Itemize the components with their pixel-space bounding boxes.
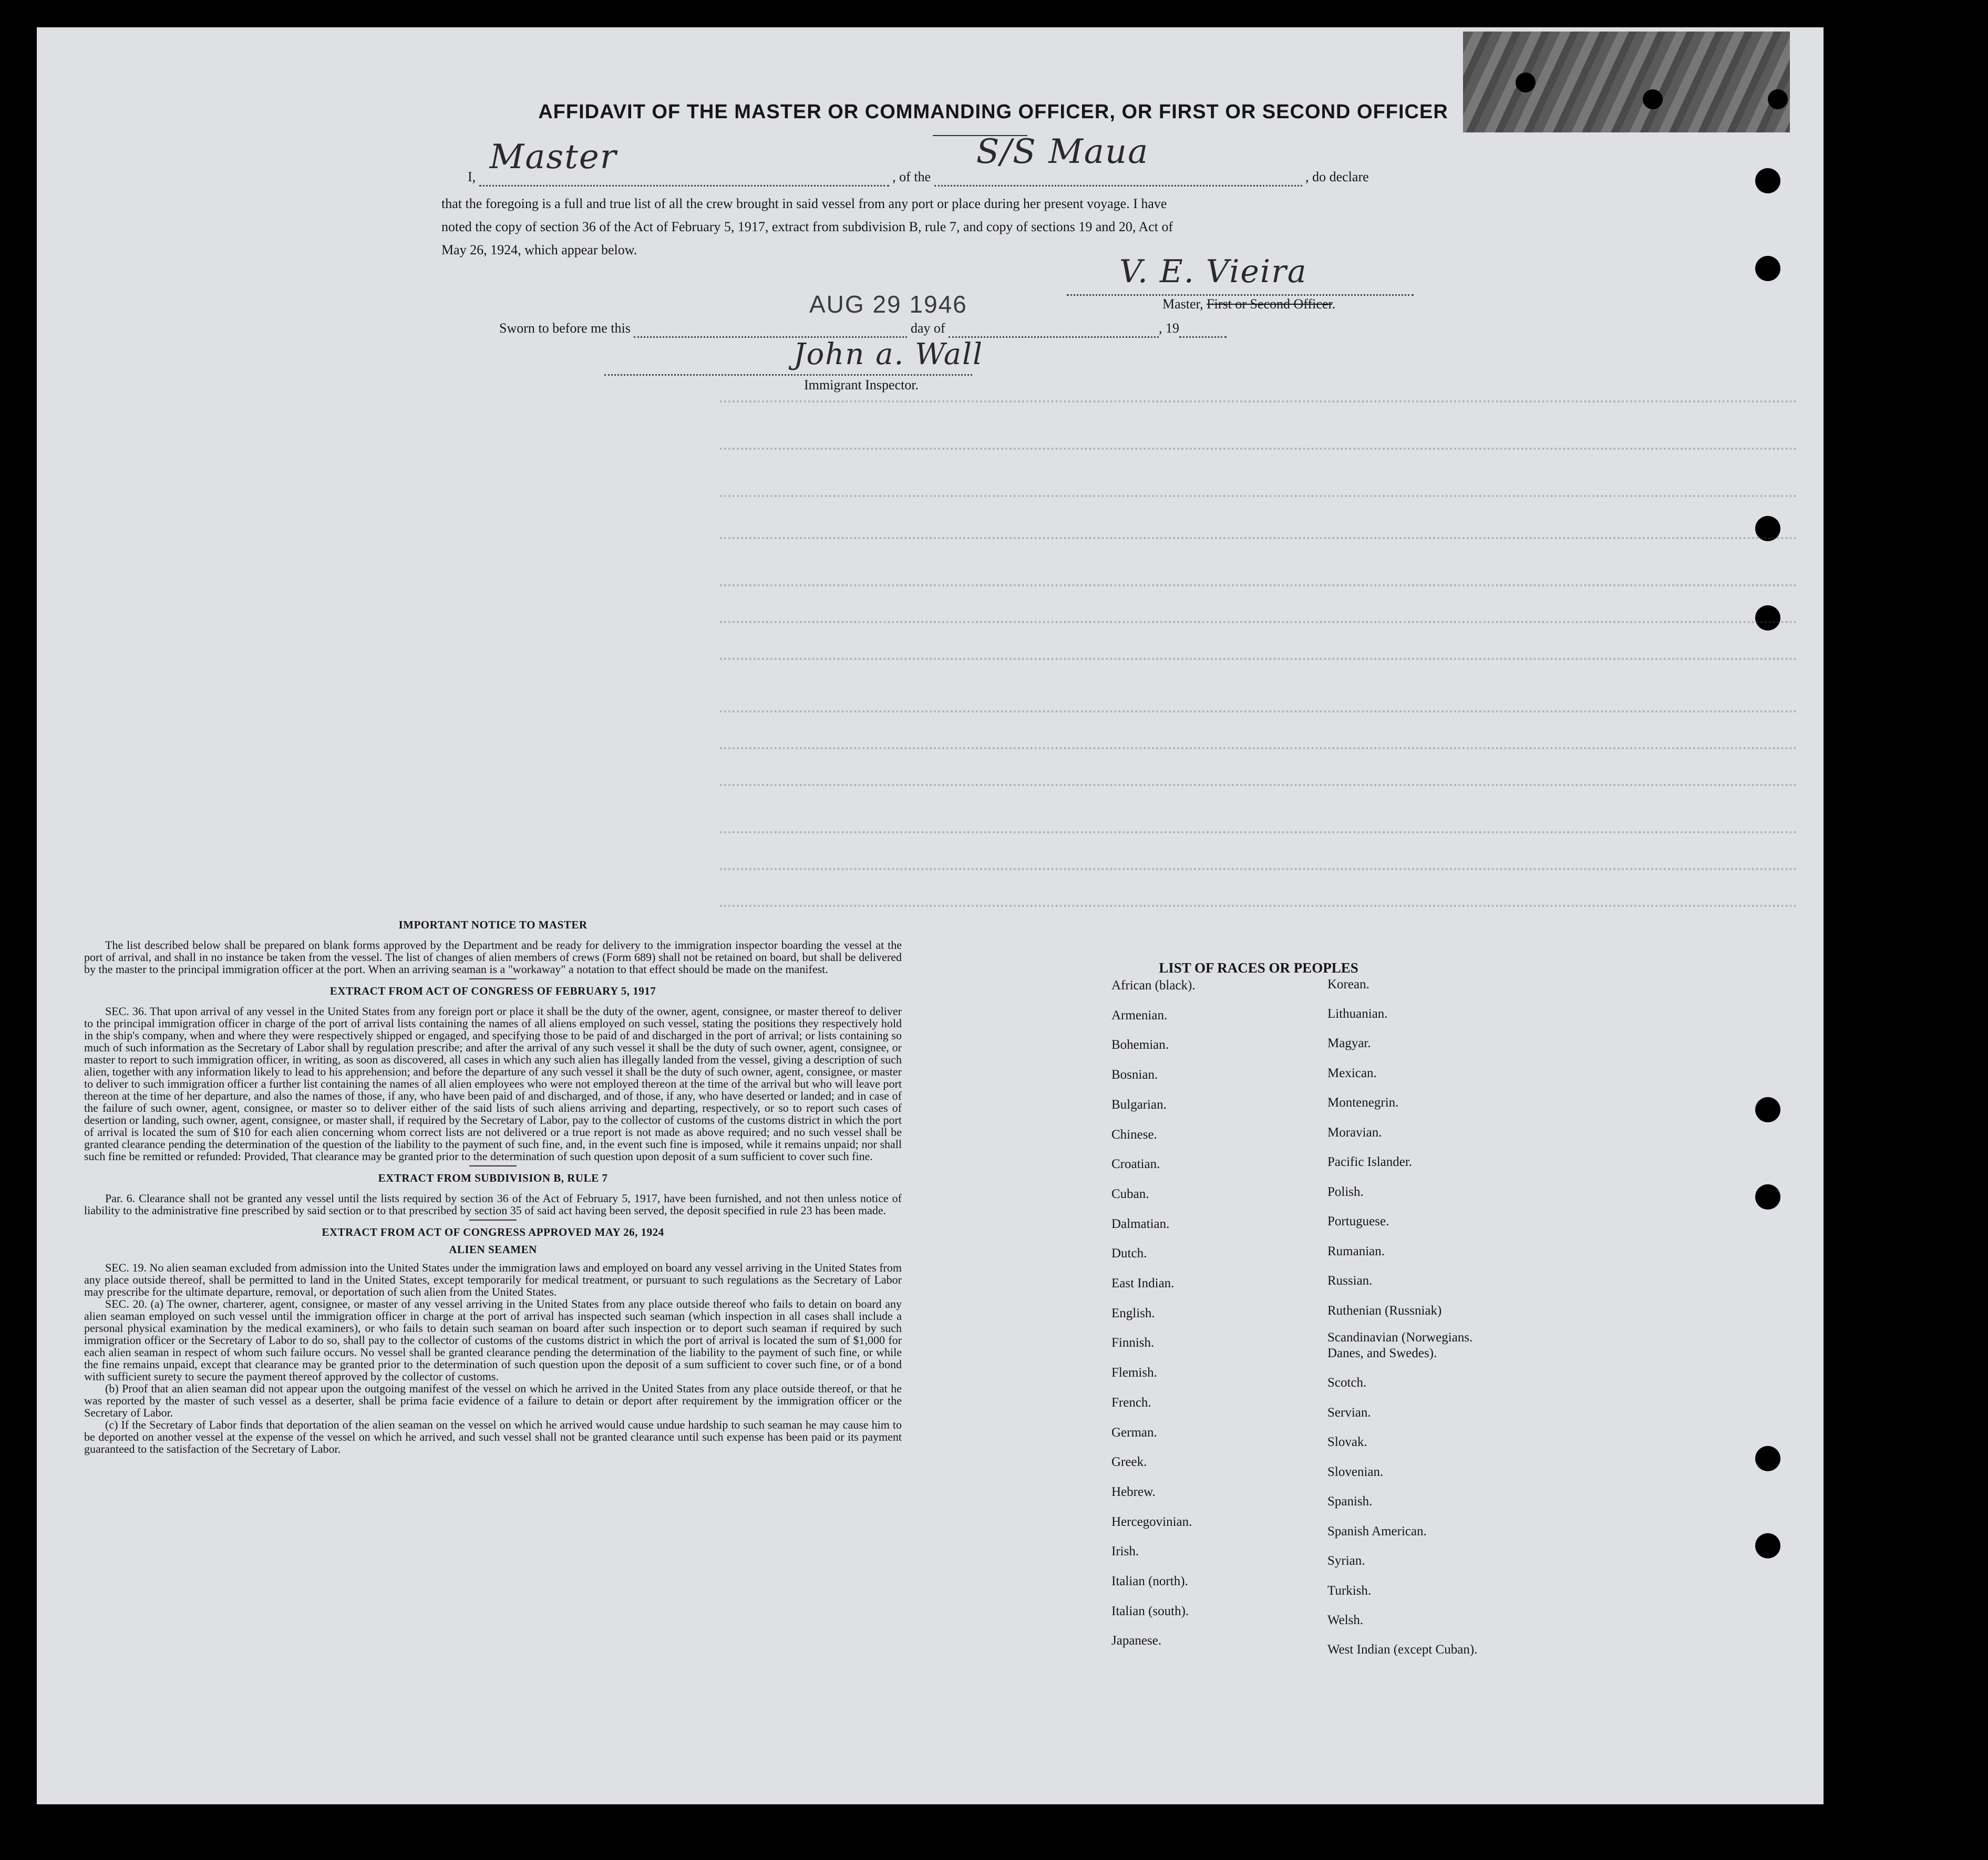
race-item: Servian. (1327, 1406, 1371, 1420)
race-item: Dalmatian. (1111, 1216, 1170, 1231)
race-item: Portuguese. (1327, 1214, 1389, 1228)
race-item: Russian. (1327, 1274, 1373, 1288)
race-item: Scotch. (1327, 1376, 1367, 1390)
race-item: Slovenian. (1327, 1465, 1384, 1479)
alien-seamen-subtitle: ALIEN SEAMEN (449, 1243, 537, 1256)
race-item: Spanish. (1327, 1494, 1373, 1508)
race-item: African (black). (1111, 978, 1196, 993)
date-stamp: AUG 29 1946 (809, 291, 967, 318)
race-item: Polish. (1327, 1185, 1364, 1199)
race-item: Scandinavian (Norwegians. (1327, 1330, 1473, 1345)
legal-text-column (84, 918, 902, 1455)
extract-1917-title: EXTRACT FROM ACT OF CONGRESS OF FEBRUARY 5, 1917 (329, 985, 656, 997)
race-item: Hebrew. (1111, 1484, 1156, 1499)
extract-1924-text: SEC. 19. No alien seaman excluded from admission into the United States under the immigration laws and employed on board any vessel arriving in the United States from any place outside thereof, shall be permitted to land in the United States, except temporarily for medical treatment, or pursuant to such regulations as the Secretary of Labor may prescribe for the ultimate departure, removal, or deportation of such alien from the United States. SEC. 20. (a) The owner, charterer, agent, consignee, or master of any vessel arriving in the United States from any place outside thereof who fails to detain on board any alien seaman employed on such vessel until the immigration officer in charge at the port of arrival has inspected such seaman (which inspection in all cases shall include a personal physical examination by the medical examiners), or who fails to detain such seaman on board after such inspection or to deport such seaman if required by such immigration officer or the Secretary of Labor to do so, shall pay to the collector of customs of the customs district in which the port of arrival is located the sum of $1,000 for each alien seaman in respect of whom such failure occurs. No vessel shall be granted clearance pending the determination of the liability to the payment of such fine, or while the fine remains unpaid, except that clearance may be granted prior to the determination of such question upon the deposit of a sum sufficient to cover such fine, or of a bond with sufficient surety to secure the payment thereof approved by the collector of customs. (b) Proof that an alien seaman did not appear upon the outgoing manifest of the vessel on which he arrived in the United States from any place outside thereof, or that he was reported by the master of such vessel as a deserter, shall be prima facie evidence of a failure to detain or deport after requirement by the immigration officer or the Secretary of Labor. (c) If the Secretary of Labor finds that deportation of the alien seaman on the vessel on which he arrived would cause undue hardship to such seaman he may cause him to be deported on another vessel at the expense of the vessel on which he arrived, and such vessel shall not be granted clearance until such expense has been paid or its payment guaranteed to the satisfaction of the Secretary of Labor. (84, 1261, 902, 1455)
race-item: Syrian. (1327, 1554, 1365, 1568)
race-item: Rumanian. (1327, 1244, 1385, 1258)
inspector-signature: John a. Wall (794, 337, 983, 371)
race-item: Armenian. (1111, 1008, 1168, 1022)
extract-1924-title: EXTRACT FROM ACT OF CONGRESS APPROVED MAY 26, 1924 (322, 1226, 664, 1238)
punch-hole (1755, 168, 1780, 193)
notice-text: The list described below shall be prepared on blank forms approved by the Department and be ready for delivery to the immigration inspector boarding the vessel at the port of arrival, and shall in no instance be taken from the vessel. The list of changes of alien members of crews (Form 689) shall not be retained on board, but shall be delivered by the master to the principal immigration officer at the port. When an arriving seaman is a "workaway" a notation to that effect should be made on the manifest. (84, 938, 902, 976)
race-item: Danes, and Swedes). (1327, 1346, 1437, 1360)
race-item: Turkish. (1327, 1584, 1372, 1598)
signature-caption: Master, First or Second Officer. (1162, 296, 1336, 312)
race-item: Finnish. (1111, 1336, 1155, 1350)
race-item: Flemish. (1111, 1366, 1157, 1380)
race-item: Moravian. (1327, 1125, 1382, 1140)
race-item: Montenegrin. (1327, 1096, 1399, 1110)
race-item: Italian (south). (1111, 1604, 1189, 1618)
punch-hole (1755, 1097, 1780, 1122)
race-item: Japanese. (1111, 1634, 1162, 1648)
races-title: LIST OF RACES OR PEOPLES (1159, 960, 1358, 976)
race-item: Slovak. (1327, 1435, 1367, 1449)
race-item: Hercegovinian. (1111, 1514, 1192, 1529)
master-handwriting: Master (489, 138, 617, 177)
race-item: Italian (north). (1111, 1574, 1188, 1588)
race-item: Spanish American. (1327, 1524, 1427, 1538)
race-item: Bosnian. (1111, 1068, 1158, 1082)
tape-strip (1463, 32, 1790, 132)
race-item: Bohemian. (1111, 1038, 1169, 1052)
declaration-line: I, Master , of the S/S Maua , do declare (468, 169, 1369, 187)
extract-rule7-title: EXTRACT FROM SUBDIVISION B, RULE 7 (378, 1172, 608, 1184)
punch-hole (1755, 1533, 1780, 1558)
race-item: Mexican. (1327, 1066, 1377, 1080)
race-item: Greek. (1111, 1455, 1147, 1470)
race-item: German. (1111, 1425, 1157, 1440)
inspector-caption: Immigrant Inspector. (804, 377, 919, 392)
declaration-body: that the foregoing is a full and true list of all the crew brought in said vessel from any port or place during her present voyage. I have noted the copy of section 36 of the Act of February 5, 1917, extract from subdivision B, rule 7, and copy of sections 19 and 20, Act of May 26, 1924, which appear below. (441, 196, 1173, 257)
affidavit-title: AFFIDAVIT OF THE MASTER OR COMMANDING OFFICER, OR FIRST OR SECOND OFFICER (538, 101, 1448, 123)
extract-1917-text: SEC. 36. That upon arrival of any vessel in the United States from any foreign port or place it shall be the duty of the owner, agent, consignee, or master thereof to deliver to the principal immigration officer in charge of the port of arrival lists containing the names of all aliens employed on such vessel, stating the positions they respectively hold in the ship's company, when and where they were respectively shipped or engaged, and specifying those to be paid of and discharged in the port of arrival; or lists containing so much of such information as the Secretary of Labor shall by regulation prescribe; and after the arrival of any such vessel it shall be the duty of such owner, agent, consignee, or master to report to such immigration officer, in writing, as soon as discovered, all cases in which any such alien has illegally landed from the vessel, giving a description of such alien, together with any information likely to lead to his apprehension; and before the departure of any such vessel it shall be the duty of such owner, agent, consignee, or master to deliver to such immigration officer a further list containing the names of all alien employees who were not employed thereon at the time of the arrival but who will leave port thereon at the time of her departure, and also the names of those, if any, who have been paid of and discharged, and of those, if any, who have deserted or landed; and in case of the failure of such owner, agent, consignee, or master so to deliver either of the said lists of such aliens arriving and departing, respectively, or so to report such cases of desertion or landing, such owner, agent, consignee, or master shall, if required by the Secretary of Labor, pay to the collector of customs of the customs district in which the port of arrival is located the sum of $10 for each alien concerning whom correct lists are not delivered or a true report is not made as above required; and no such vessel shall be granted clearance pending the determination of the question of the liability to the payment of such fine, and, in the event such fine is imposed, while it remains unpaid; nor shall such fine be remitted or refunded: Provided, That clearance may be granted prior to the determination of such question upon deposit of a sum sufficient to cover such fine. (84, 1005, 902, 1163)
race-item: English. (1111, 1306, 1155, 1320)
document-page (37, 27, 1824, 1804)
race-item: Lithuanian. (1327, 1007, 1388, 1021)
race-item: Korean. (1327, 977, 1369, 991)
race-item: Magyar. (1327, 1036, 1371, 1050)
punch-hole (1755, 1184, 1780, 1210)
race-item: East Indian. (1111, 1276, 1175, 1290)
punch-hole (1755, 256, 1780, 281)
race-item: Pacific Islander. (1327, 1155, 1413, 1169)
race-item: West Indian (except Cuban). (1327, 1642, 1478, 1657)
race-item: Irish. (1111, 1544, 1139, 1559)
race-item: Bulgarian. (1111, 1097, 1167, 1112)
race-item: Welsh. (1327, 1613, 1364, 1627)
extract-rule7-text: Par. 6. Clearance shall not be granted any vessel until the lists required by section 36 of the Act of February 5, 1917, have been furnished, and not then unless notice of liability to the administrative fine prescribed by said section or to that prescribed by section 35 of said act having been served, the deposit specified in rule 23 has been made. (84, 1192, 902, 1217)
notice-title: IMPORTANT NOTICE TO MASTER (398, 918, 588, 931)
punch-hole (1755, 1446, 1780, 1471)
race-item: Cuban. (1111, 1186, 1149, 1201)
sworn-line: Sworn to before me this day of , 19 (499, 321, 1227, 338)
race-item: French. (1111, 1395, 1151, 1410)
race-item: Chinese. (1111, 1127, 1157, 1142)
race-item: Ruthenian (Russniak) (1327, 1304, 1442, 1318)
race-item: Dutch. (1111, 1246, 1147, 1261)
race-item: Croatian. (1111, 1157, 1160, 1172)
vessel-handwriting: S/S Maua (976, 132, 1149, 171)
officer-signature: V. E. Vieira (1119, 253, 1307, 290)
